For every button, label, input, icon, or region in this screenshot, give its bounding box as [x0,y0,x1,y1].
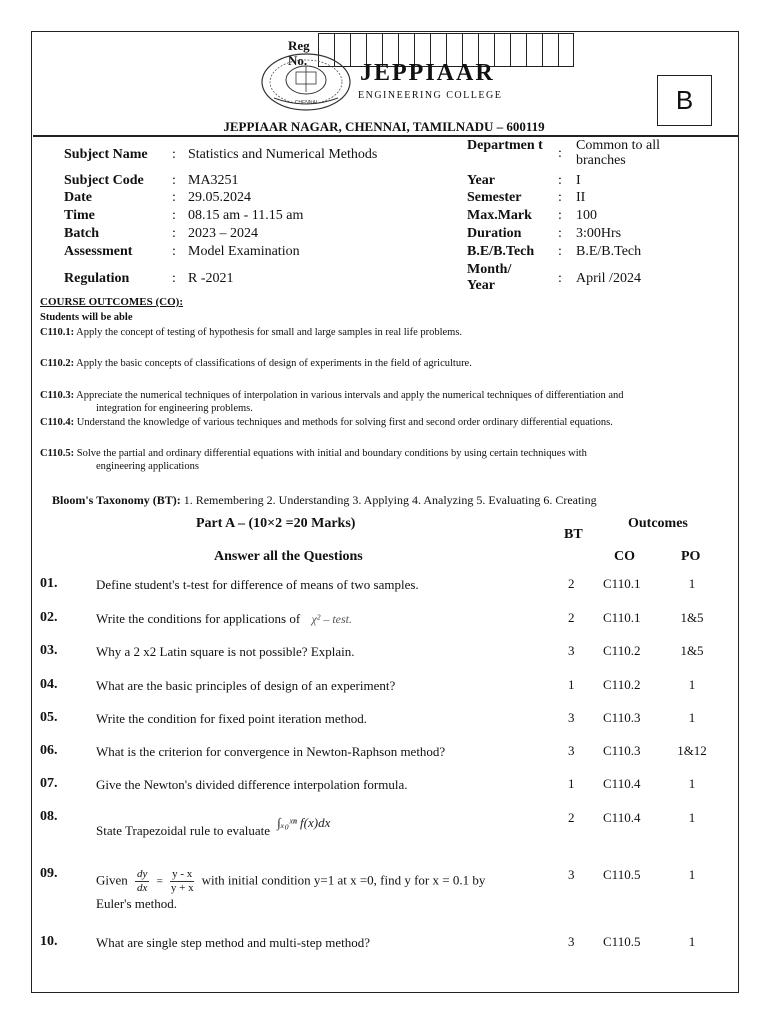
course-outcome-item: C110.5: Solve the partial and ordinary differential equations with initial and boundary conditions by using certain techniques with engineering applications [40,448,587,472]
question-bt: 3 [568,867,575,882]
reg-no-cell[interactable] [494,33,510,66]
colon: : [172,173,176,188]
question-bt: 2 [568,810,575,825]
duration-label: Duration [467,226,522,241]
question-co: C110.5 [603,867,641,882]
colon: : [172,147,176,162]
time-value: 08.15 am - 11.15 am [188,208,304,223]
course-outcomes-intro: Students will be able [40,312,133,323]
question-bt: 3 [568,743,575,758]
question-co: C110.4 [603,776,641,791]
reg-no-cell[interactable] [558,33,574,66]
max-mark-label: Max.Mark [467,208,532,223]
course-outcome-item: C110.1: Apply the concept of testing of hypothesis for small and large samples in real life problems. [40,327,463,338]
logo-text: CHENNAI [294,100,318,106]
question-text: Define student's t-test for difference of means of two samples. [96,577,419,592]
question-bt: 1 [568,677,575,692]
reg-no-cell[interactable] [542,33,558,66]
colon: : [558,271,562,286]
college-logo-icon [258,52,354,114]
question-bt: 3 [568,643,575,658]
question-text: What are the basic principles of design of an experiment? [96,678,396,693]
question-number: 06. [40,743,58,758]
question-bt: 1 [568,776,575,791]
college-subtitle: ENGINEERING COLLEGE [358,90,503,101]
colon: : [558,226,562,241]
date-label: Date [64,190,92,205]
bt-header: BT [564,527,583,542]
question-text: State Trapezoidal rule to evaluate ∫ₓ₀ˣⁿ f(x)dx [96,815,331,838]
question-text: Write the condition for fixed point iteration method. [96,711,367,726]
colon: : [172,271,176,286]
degree-value: B.E/B.Tech [576,244,642,259]
co-header: CO [614,549,635,564]
question-po: 1 [688,867,696,882]
month-year-value: April /2024 [576,271,641,286]
colon: : [558,244,562,259]
duration-value: 3:00Hrs [576,226,622,241]
question-bt: 3 [568,710,575,725]
question-po: 1&5 [680,643,704,658]
question-number: 01. [40,576,58,591]
subject-name-value: Statistics and Numerical Methods [188,147,378,162]
colon: : [172,226,176,241]
subject-name-label: Subject Name [64,147,148,162]
question-number: 10. [40,934,58,949]
question-text: What are single step method and multi-step method? [96,935,371,950]
question-co: C110.1 [603,610,641,625]
course-outcome-item: C110.3: Appreciate the numerical techniques of interpolation in various intervals and apply the numerical techniques of differentiation and integration for engineering problems. [40,390,624,414]
divider [33,135,738,137]
max-mark-value: 100 [576,208,597,223]
question-po: 1&12 [677,743,707,758]
subject-code-value: MA3251 [188,173,239,188]
rhs-fraction: $\frac{y - x}{y + x}$ [170,868,194,894]
colon: : [558,208,562,223]
dy-dx-fraction: $\frac{dy}{dx}$ [137,868,148,894]
question-number: 09. [40,866,58,881]
colon: : [172,244,176,259]
question-po: 1 [688,776,696,791]
question-co: C110.4 [603,810,641,825]
question-co: C110.5 [603,934,641,949]
assessment-label: Assessment [64,244,133,259]
question-set-box: B [657,75,712,126]
part-a-title: Part A – (10×2 =20 Marks) [196,516,356,531]
question-bt: 2 [568,576,575,591]
question-number: 05. [40,710,58,725]
regulation-value: R -2021 [188,271,234,286]
question-number: 04. [40,677,58,692]
batch-label: Batch [64,226,99,241]
time-label: Time [64,208,95,223]
blooms-taxonomy: Bloom's Taxonomy (BT): 1. Remembering 2. Understanding 3. Applying 4. Analyzing 5. Evaluating 6. Creating [52,493,597,507]
question-text: Given $\frac{dy}{dx}$ = $\frac{y - x}{y + x}$ with initial condition y=1 at x =0, find y for x = 0.1 by Euler's method. [96,868,486,911]
question-co: C110.2 [603,643,641,658]
question-bt: 2 [568,610,575,625]
colon: : [558,173,562,188]
semester-label: Semester [467,190,522,205]
question-po: 1&5 [680,610,704,625]
colon: : [172,208,176,223]
question-text: Why a 2 x2 Latin square is not possible? Explain. [96,644,355,659]
subject-code-label: Subject Code [64,173,144,188]
question-number: 02. [40,610,58,625]
year-label: Year [467,173,495,188]
question-co: C110.3 [603,710,641,725]
department-label: Departmen t [467,138,543,153]
po-header: PO [681,549,701,564]
semester-value: II [576,190,586,205]
integral-formula: ∫ₓ₀ˣⁿ f(x)dx [277,815,331,830]
year-value: I [576,173,581,188]
question-text: What is the criterion for convergence in Newton-Raphson method? [96,744,446,759]
course-outcome-item: C110.4: Understand the knowledge of various techniques and methods for solving first and second order ordinary differential equations. [40,417,613,428]
question-text: Write the conditions for applications of χ² – test. [96,611,352,626]
question-bt: 3 [568,934,575,949]
course-outcome-item: C110.2: Apply the basic concepts of classifications of design of experiments in the field of agriculture. [40,358,472,369]
college-name: JEPPIAAR [360,60,495,86]
batch-value: 2023 – 2024 [188,226,258,241]
question-co: C110.1 [603,576,641,591]
assessment-value: Model Examination [188,244,300,259]
question-number: 07. [40,776,58,791]
question-po: 1 [688,710,696,725]
part-a-subtitle: Answer all the Questions [214,549,363,564]
question-number: 03. [40,643,58,658]
question-co: C110.3 [603,743,641,758]
outcomes-header: Outcomes [628,516,688,531]
question-po: 1 [688,934,696,949]
regulation-label: Regulation [64,271,130,286]
date-value: 29.05.2024 [188,190,251,205]
question-po: 1 [688,810,696,825]
course-outcomes-title: COURSE OUTCOMES (CO): [40,296,184,308]
colon: : [558,146,562,161]
question-co: C110.2 [603,677,641,692]
question-po: 1 [688,576,696,591]
degree-label: B.E/B.Tech [467,244,535,259]
chi-square-formula: χ² – test. [311,612,352,626]
question-number: 08. [40,809,58,824]
reg-no-label: Reg No. [288,38,310,68]
question-po: 1 [688,677,696,692]
question-text: Give the Newton's divided difference interpolation formula. [96,777,408,792]
colon: : [172,190,176,205]
colon: : [558,190,562,205]
month-year-label: Month/ Year [467,262,512,293]
reg-no-cell[interactable] [510,33,526,66]
college-address: JEPPIAAR NAGAR, CHENNAI, TAMILNADU – 600119 [223,119,545,134]
reg-no-cell[interactable] [526,33,542,66]
department-value: Common to all branches [576,138,660,168]
